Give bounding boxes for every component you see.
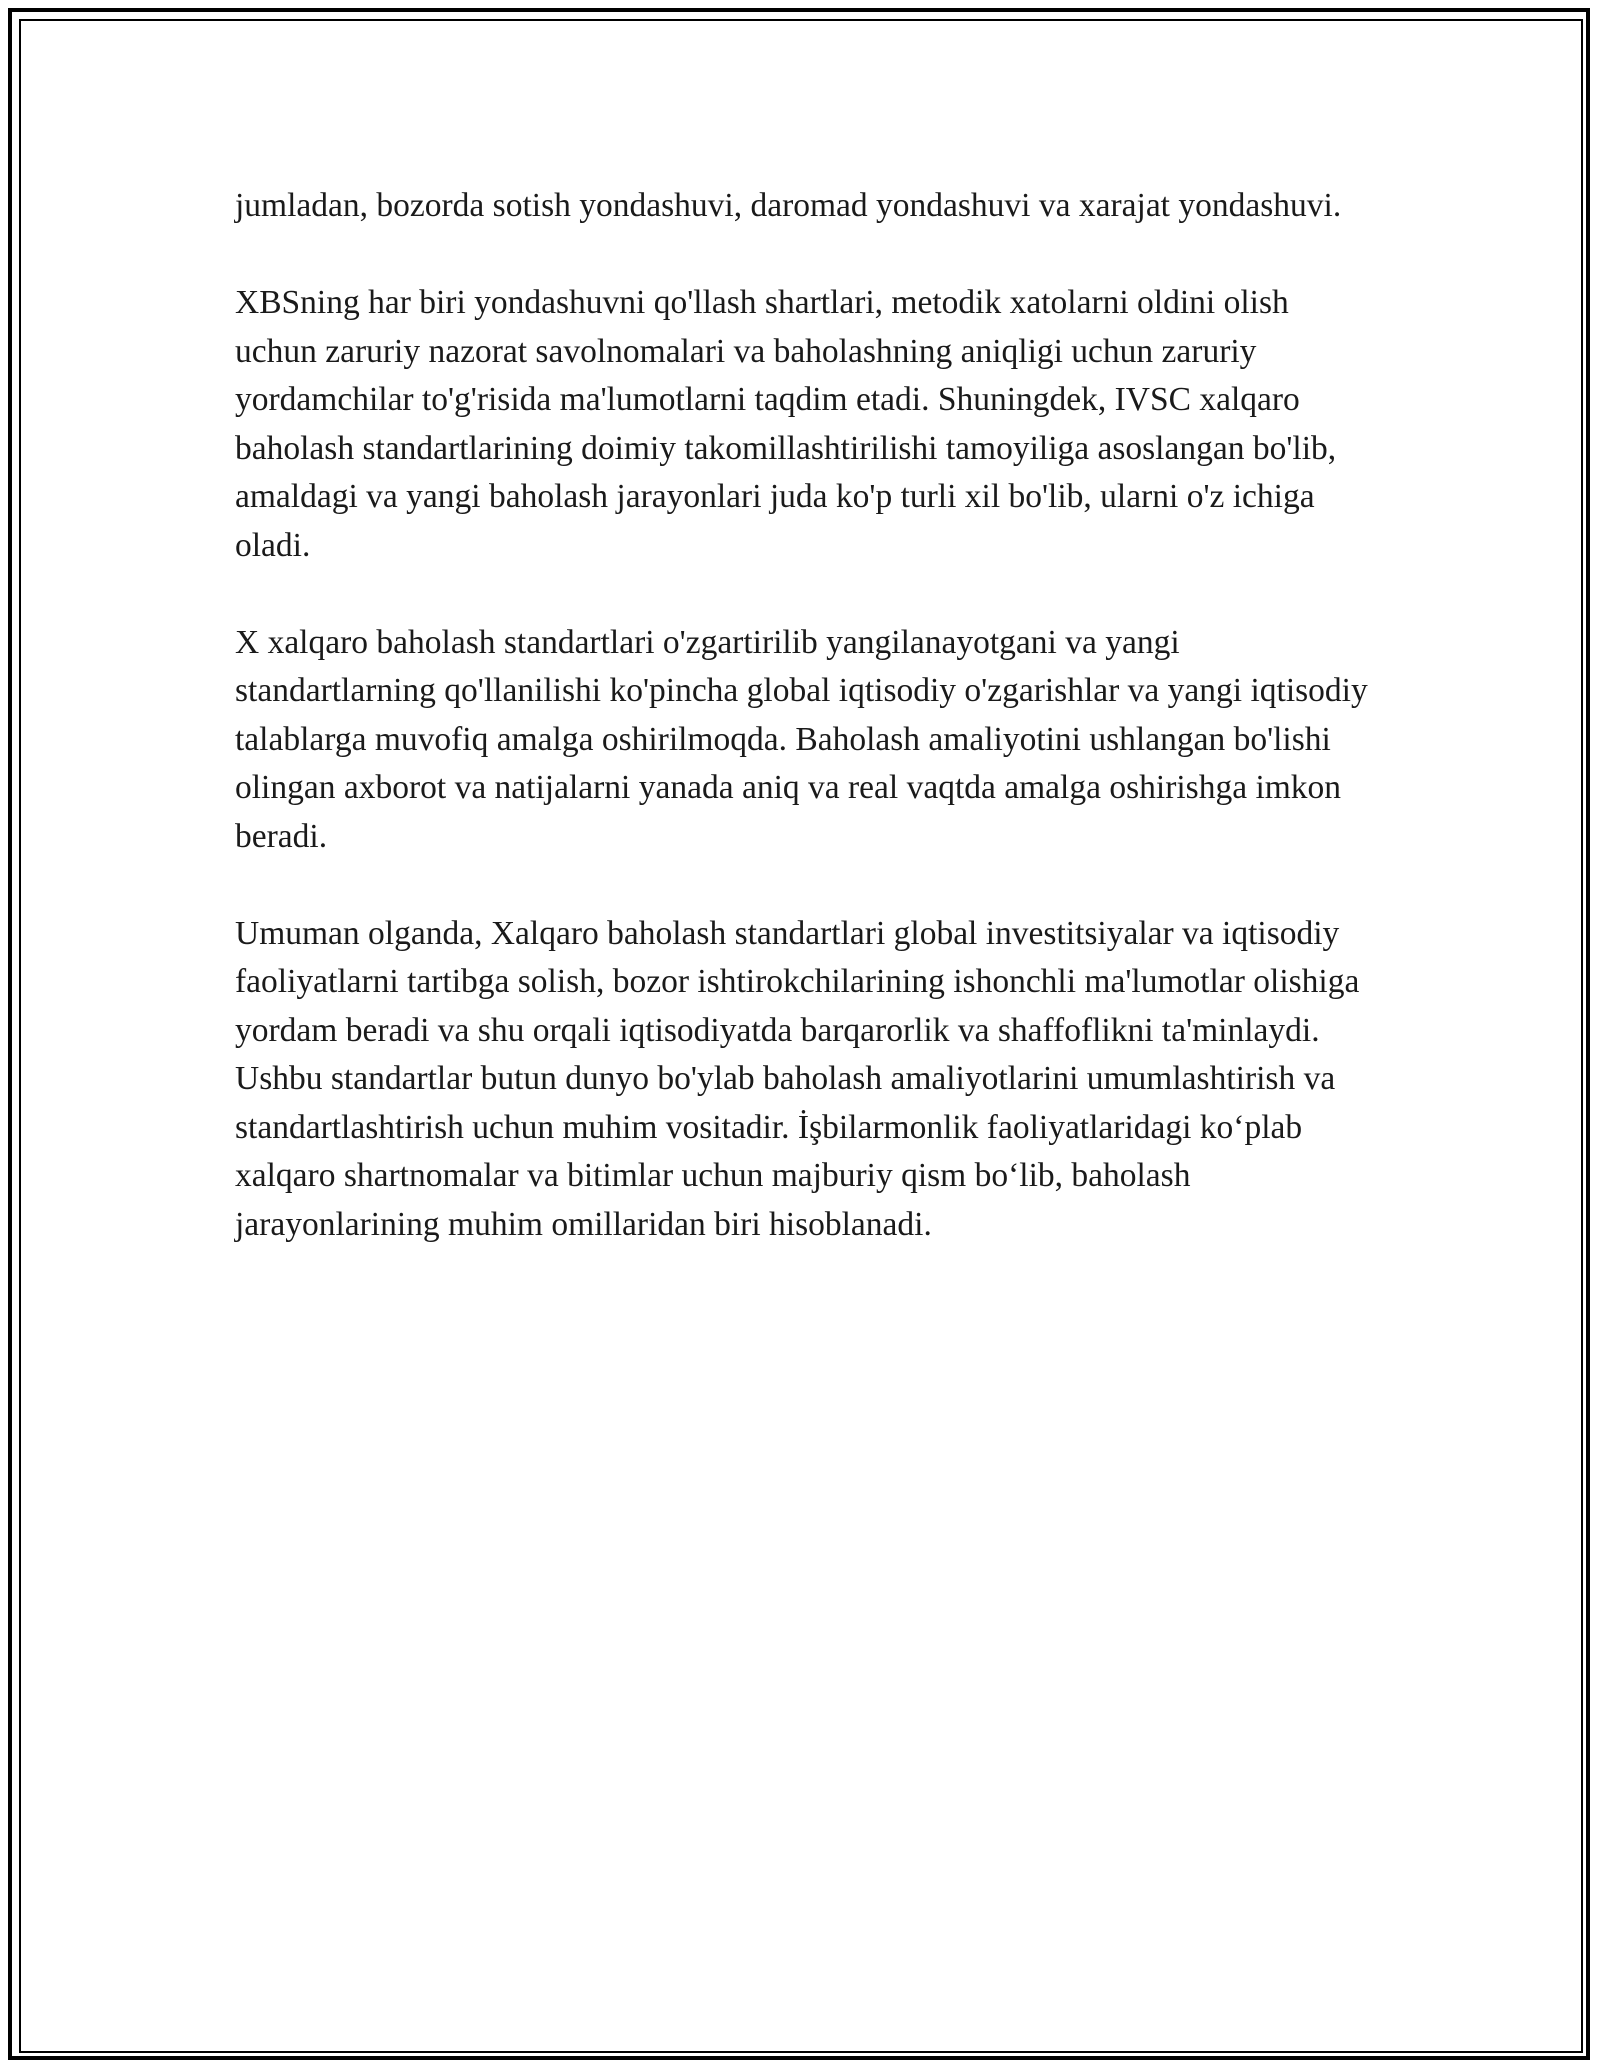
paragraph-4: Umuman olganda, Xalqaro baholash standartlari global investitsiyalar va iqtisodiy faoliyatlarni tartibga solish, bozor ishtirokchilarining ishonchli ma'lumotlar olishiga yordam beradi va shu orqali iqtisodiyatda barqarorlik va shaffoflikni ta'minlaydi. Ushbu standartlar butun dunyo bo'ylab baholash amaliyotlarini umumlashtirish va standartlashtirish uchun muhim vositadir. İşbilarmonlik faoliyatlaridagi ko‘plab xalqaro shartnomalar va bitimlar uchun majburiy qism bo‘lib, baholash jarayonlarining muhim omillaridan biri hisoblanadi. (235, 914, 1360, 1243)
document-body (235, 182, 1370, 1298)
paragraph-3: X xalqaro baholash standartlari o'zgartirilib yangilanayotgani va yangi standartlarning qo'llanilishi ko'pincha global iqtisodiy o'zgarishlar va yangi iqtisodiy talablarga muvofiq amalga oshirilmoqda. Baholash amaliyotini ushlangan bo'lishi olingan axborot va natijalarni yanada aniq va real vaqtda amalga oshirishga imkon beradi. (235, 623, 1368, 855)
paragraph-1: jumladan, bozorda sotish yondashuvi, daromad yondashuvi va xarajat yondashuvi. (235, 187, 1342, 224)
paragraph-2: XBSning har biri yondashuvni qo'llash shartlari, metodik xatolarni oldini olish uchun zaruriy nazorat savolnomalari va baholashning aniqligi uchun zaruriy yordamchilar to'g'risida ma'lumotlarni taqdim etadi. Shuningdek, IVSC xalqaro baholash standartlarining doimiy takomillashtirilishi tamoyiliga asoslangan bo'lib, amaldagi va yangi baholash jarayonlari juda ko'p turli xil bo'lib, ularni o'z ichiga oladi. (235, 284, 1337, 564)
